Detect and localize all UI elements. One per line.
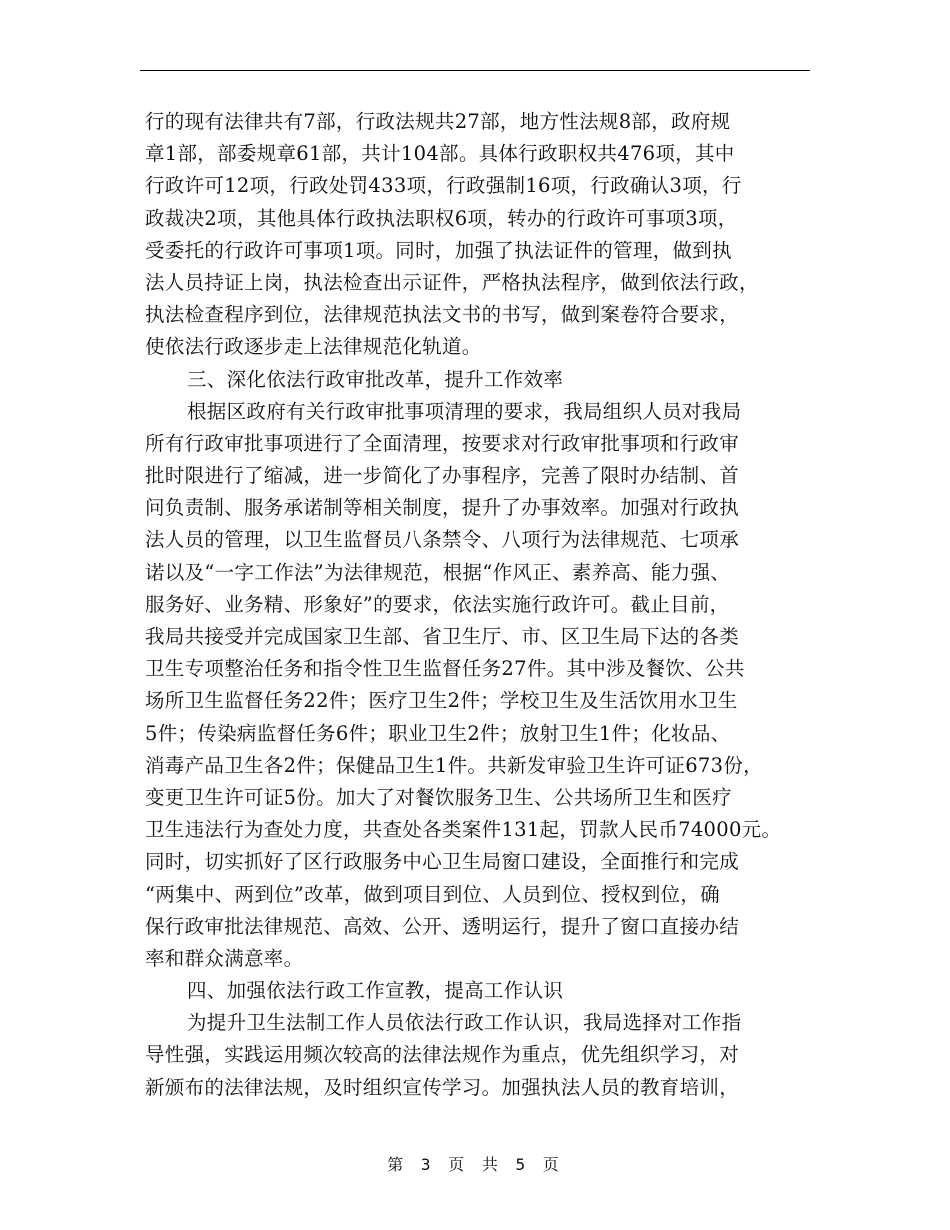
body-text — [145, 106, 825, 1104]
text-line: 章1部，部委规章61部，共计104部。具体行政职权共476项，其中 — [145, 142, 735, 166]
text-line: 保行政审批法律规范、高效、公开、透明运行，提升了窗口直接办结 — [145, 914, 740, 938]
text-line: 政裁决2项，其他具体行政执法职权6项，转办的行政许可事项3项， — [145, 206, 738, 230]
text-line: 我局共接受并完成国家卫生部、省卫生厅、市、区卫生局下达的各类 — [145, 625, 740, 648]
text-line: 率和群众满意率。 — [145, 946, 304, 970]
text-line: 服务好、业务精、形象好”的要求，依法实施行政许可。截止目前， — [145, 592, 730, 616]
text-line: 批时限进行了缩减，进一步简化了办事程序，完善了限时办结制、首 — [145, 464, 740, 488]
text-line: 消毒产品卫生各2件；保健品卫生1件。共新发审验卫生许可证673份， — [145, 753, 763, 777]
text-line: 导性强，实践运用频次较高的法律法规作为重点，优先组织学习，对 — [145, 1043, 740, 1067]
text-line: 行的现有法律共有7部，行政法规共27部，地方性法规8部，政府规 — [145, 110, 731, 133]
text-line: 执法检查程序到位，法律规范执法文书的书写，做到案卷符合要求， — [145, 303, 740, 327]
text-line: 使依法行政逐步走上法律规范化轨道。 — [145, 335, 482, 359]
text-line: 卫生违法行为查处力度，共查处各类案件131起，罚款人民币74000元。 — [145, 818, 782, 842]
text-line: 法人员持证上岗，执法检查出示证件，严格执法程序，做到依法行政， — [145, 270, 759, 294]
text-line: “两集中、两到位”改革，做到项目到位、人员到位、授权到位，确 — [145, 882, 720, 906]
text-line: 四、加强依法行政工作宣教，提高工作认识 — [187, 979, 564, 1003]
header-rule — [140, 70, 810, 71]
text-line: 行政许可12项，行政处罚433项，行政强制16项，行政确认3项，行 — [145, 174, 742, 198]
page-footer: 第 3 页 共 5 页 — [387, 1155, 563, 1174]
text-line: 卫生专项整治任务和指令性卫生监督任务27件。其中涉及餐饮、公共 — [145, 657, 745, 681]
text-line: 所有行政审批事项进行了全面清理，按要求对行政审批事项和行政审 — [145, 431, 740, 455]
text-line: 变更卫生许可证5份。加大了对餐饮服务卫生、公共场所卫生和医疗 — [145, 785, 732, 809]
text-line: 新颁布的法律法规，及时组织宣传学习。加强执法人员的教育培训， — [145, 1075, 740, 1099]
text-line: 法人员的管理，以卫生监督员八条禁令、八项行为法律规范、七项承 — [145, 528, 740, 552]
text-line: 受委托的行政许可事项1项。同时，加强了执法证件的管理，做到执 — [145, 238, 732, 262]
text-line: 三、深化依法行政审批改革，提升工作效率 — [187, 367, 564, 391]
text-line: 5件；传染病监督任务6件；职业卫生2件；放射卫生1件；化妆品、 — [145, 721, 731, 745]
text-line: 问负责制、服务承诺制等相关制度，提升了办事效率。加强对行政执 — [145, 496, 740, 520]
text-line: 场所卫生监督任务22件；医疗卫生2件；学校卫生及生活饮用水卫生 — [145, 689, 738, 713]
text-line: 为提升卫生法制工作人员依法行政工作认识，我局选择对工作指 — [187, 1011, 742, 1035]
text-line: 同时，切实抓好了区行政服务中心卫生局窗口建设，全面推行和完成 — [145, 850, 740, 874]
text-line: 根据区政府有关行政审批事项清理的要求，我局组织人员对我局 — [187, 399, 742, 423]
text-line: 诺以及“一字工作法”为法律规范，根据“作风正、素养高、能力强、 — [145, 560, 731, 584]
